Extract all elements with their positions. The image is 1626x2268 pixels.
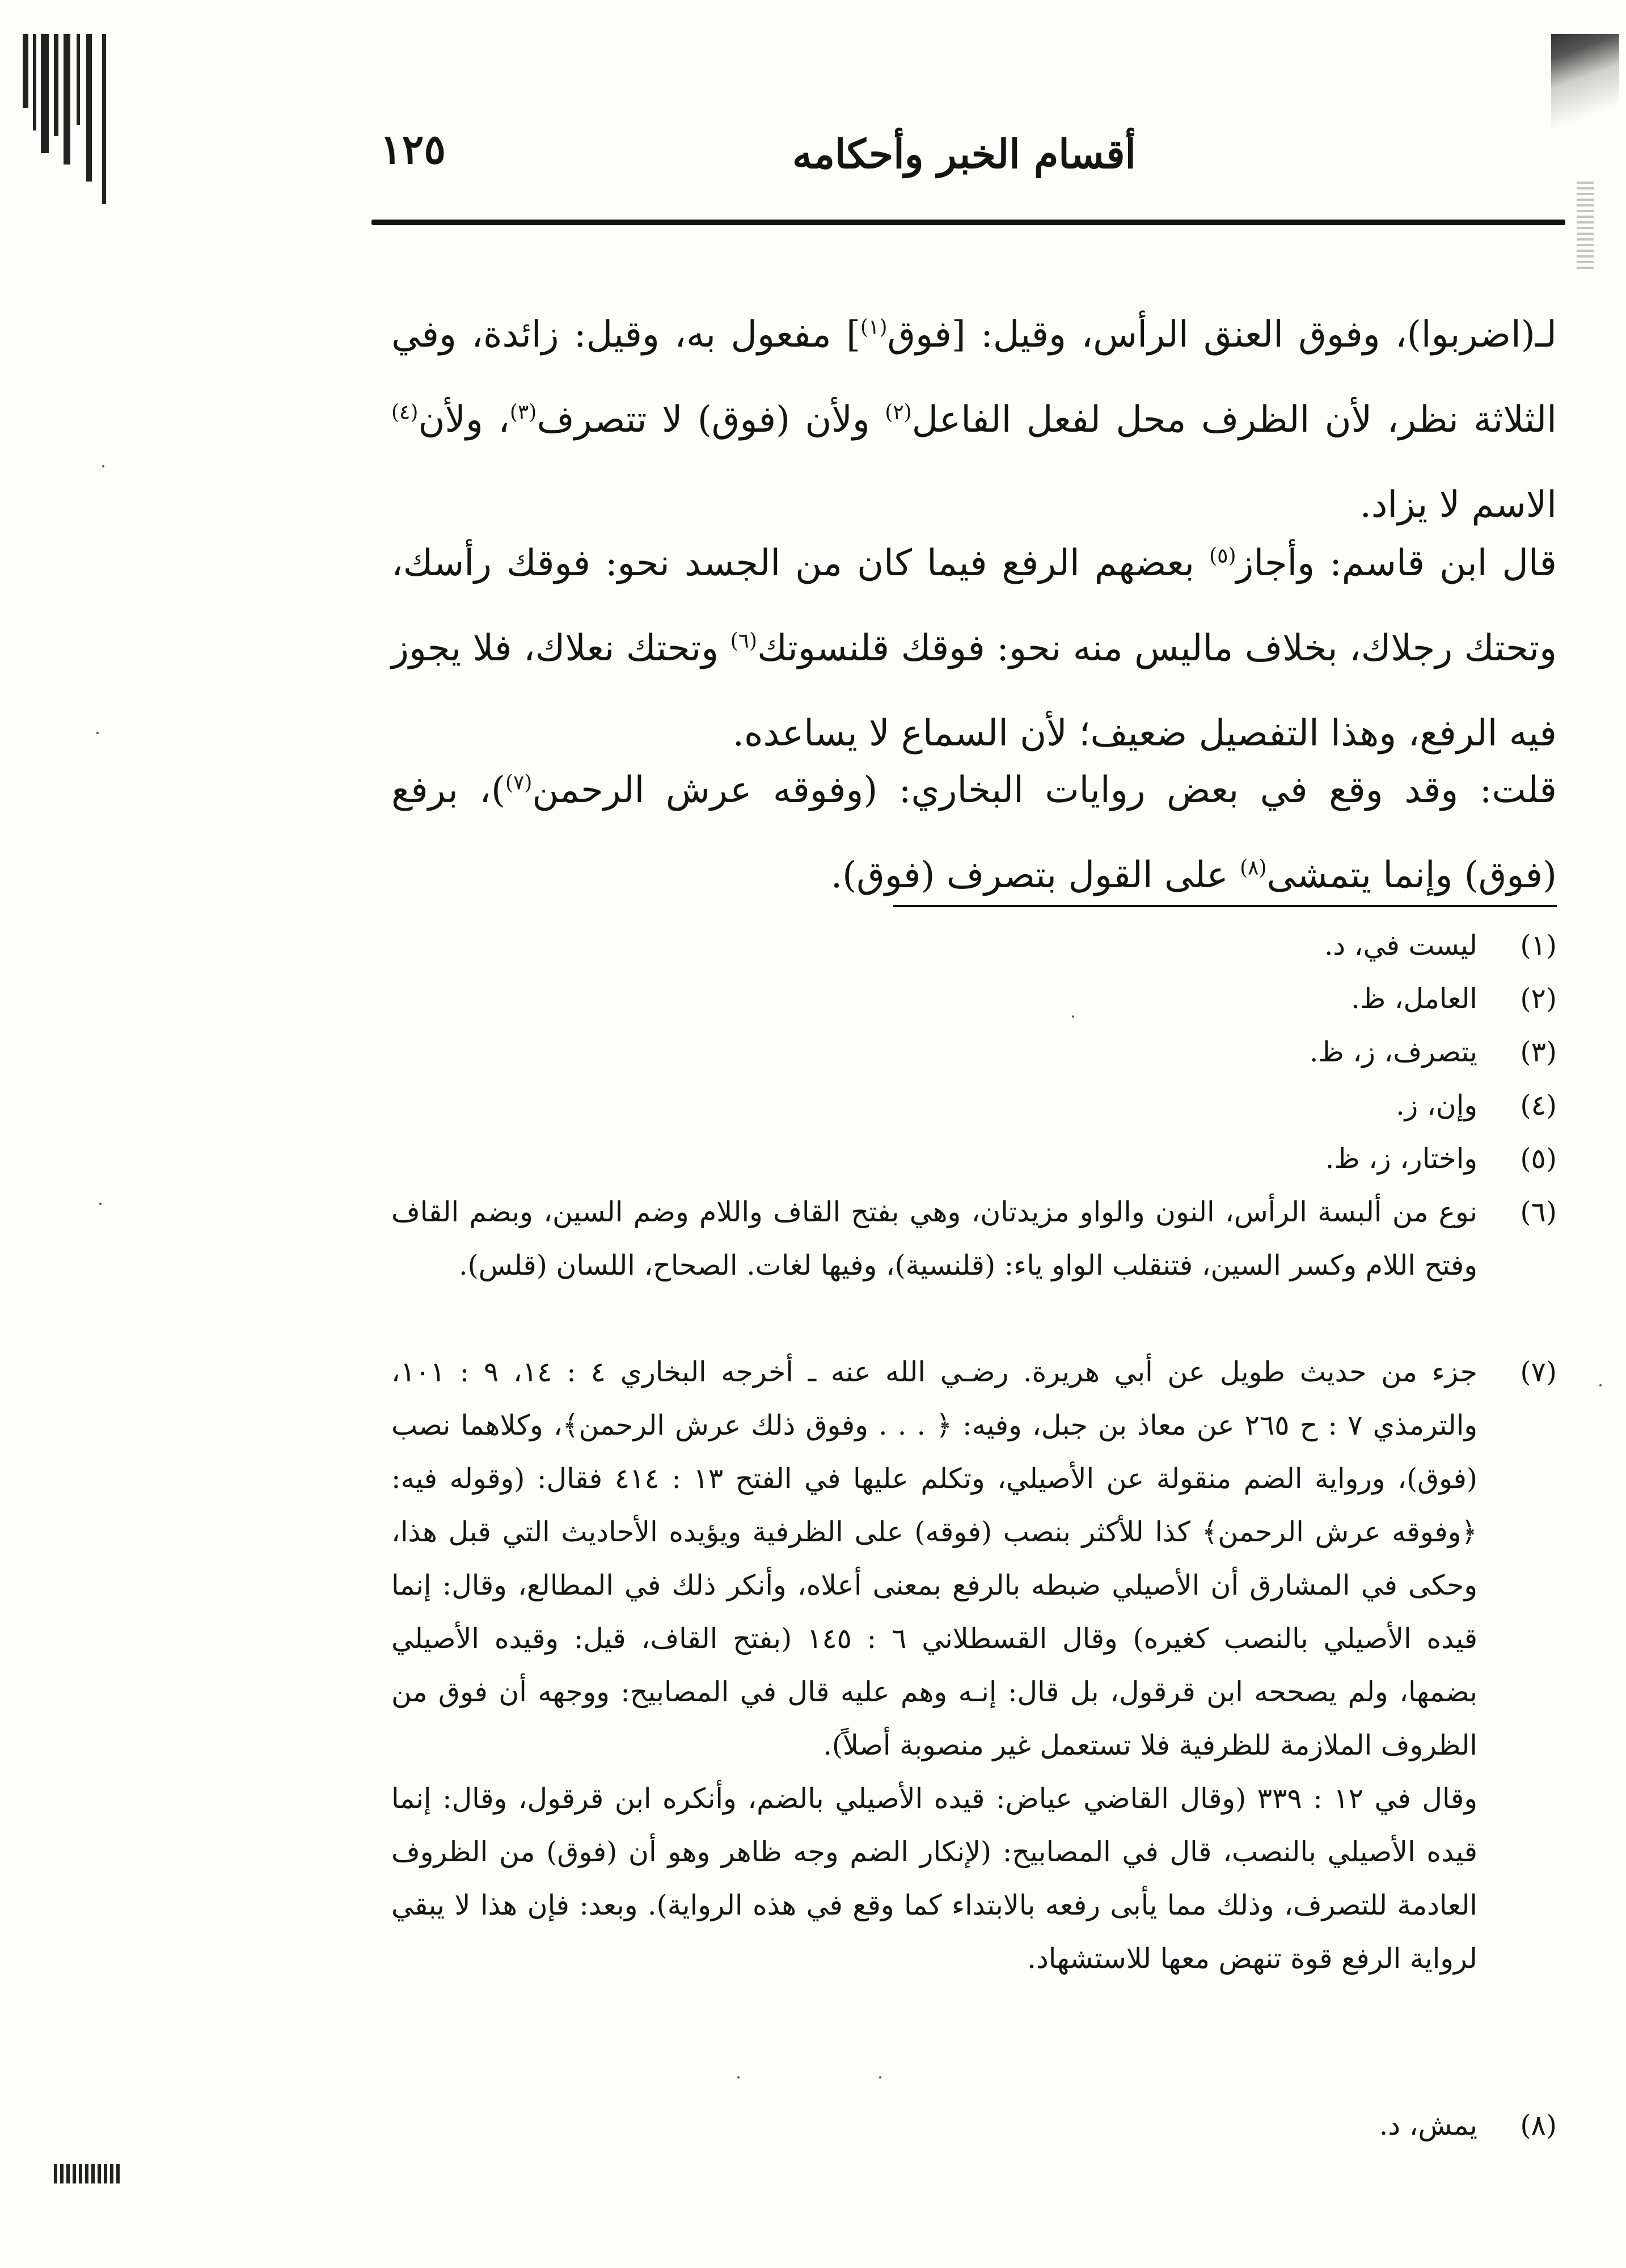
footnote-6: [391, 1186, 1557, 1292]
page-number: ١٢٥: [380, 125, 446, 173]
body-paragraph-1: لـ(اضربوا)، وفوق العنق الرأس، وقيل: [فوق$^{(١)}$] مفعول به، وقيل: زائدة، وفي الثلاثة نظر، لأن الظرف محل لفعل الفاعل$^{(٢)}$ ولأن (فوق) لا تتصرف$^{(٣)}$، ولأن$^{(٤)}$ الاسم لا يزاد.: [391, 314, 1557, 526]
footnote-ref-6: (٦): [730, 629, 758, 653]
footnote-1: [391, 919, 1557, 972]
scan-dust: [99, 1203, 102, 1205]
footnote-3: [391, 1026, 1557, 1079]
footnote-ref-8: (٨): [1240, 856, 1267, 880]
footnote-separator: [893, 905, 1557, 907]
scan-dust: [737, 2076, 740, 2079]
footnote-ref-7: (٧): [505, 771, 533, 795]
footnote-5: [391, 1132, 1557, 1186]
footnote-ref-3: (٣): [509, 401, 537, 424]
footnote-7: [391, 1346, 1557, 1985]
footnote-number: (٣): [1520, 1036, 1557, 1068]
scan-dust: [1599, 1384, 1602, 1386]
footnote-number: (٧): [1520, 1356, 1557, 1388]
footnote-4: [391, 1079, 1557, 1132]
footnote-number: (٨): [1520, 2109, 1557, 2141]
footnote-text: واختار، ز، ظ.: [1325, 1143, 1477, 1175]
footnote-number: (٢): [1520, 983, 1557, 1015]
body-paragraph-3: قلت: وقد وقع في بعض روايات البخاري: (وفوقه عرش الرحمن$^{(٧)}$)، برفع (فوق) وإنما يتمشى$^{(٨)}$ على القول بتصرف (فوق).: [391, 769, 1557, 896]
footnote-text: جزء من حديث طويل عن أبي هريرة. رضـي الله عنه ـ أخرجه البخاري ٤ : ١٤، ٩ : ١٠١، والترمذي ٧ : ح ٢٦٥ عن معاذ بن جبل، وفيه: ﴿ . . . وفوق ذلك عرش الرحمن﴾، وكلاهما نصب (فوق)، ورواية الضم منقولة عن الأصيلي، وتكلم عليها في الفتح ١٣ : ٤١٤ فقال: (وقوله فيه: ﴿وفوقه عرش الرحمن﴾ كذا للأكثر بنصب (فوقه) على الظرفية ويؤيده الأحاديث التي قبل هذا، وحكى في المشارق أن الأصيلي ضبطه بالرفع بمعنى أعلاه، وأنكر ذلك في المطالع، وقال: إنما قيده الأصيلي بالنصب كغيره) وقال القسطلاني ٦ : ١٤٥ (بفتح القاف، قيل: وقيده الأصيلي بضمها، ولم يصححه ابن قرقول، بل قال: إنـه وهم عليه قال في المصابيح: ووجهه أن فوق من الظروف الملازمة للظرفية فلا تستعمل غير منصوبة أصلاً).: [391, 1356, 1477, 1761]
scan-edge-left: [23, 34, 119, 216]
footnote-text: نوع من ألبسة الرأس، النون والواو مزيدتان، وهي بفتح القاف واللام وضم السين، وبضم القاف وفتح اللام وكسر السين، فتنقلب الواو ياء: (قلنسية)، وفيها لغات. الصحاح، اللسان (قلس).: [391, 1196, 1477, 1281]
footnote-ref-5: (٥): [1209, 544, 1236, 568]
footnote-text: ليست في، د.: [1324, 929, 1477, 962]
scan-dust: [96, 732, 99, 734]
footnote-ref-2: (٢): [885, 401, 912, 424]
footnote-ref-1: (١): [860, 315, 888, 339]
footnote-text: يمش، د.: [1379, 2109, 1477, 2141]
footnote-text: وإن، ز.: [1396, 1089, 1477, 1122]
footnote-2: [391, 972, 1557, 1026]
footnote-number: (٦): [1520, 1196, 1557, 1228]
body-paragraph-2: قال ابن قاسم: وأجاز$^{(٥)}$ بعضهم الرفع فيما كان من الجسد نحو: فوقك رأسك، وتحتك رجلاك، بخلاف ماليس منه نحو: فوقك قلنسوتك$^{(٦)}$ وتحتك نعلاك، فلا يجوز فيه الرفع، وهذا التفصيل ضعيف؛ لأن السماع لا يساعده.: [391, 542, 1557, 754]
scan-mark-bottom-left: [54, 2164, 122, 2183]
scan-edge-top-right: [1551, 34, 1619, 147]
footnote-8: [391, 2099, 1557, 2152]
footnote-text: يتصرف، ز، ظ.: [1309, 1036, 1477, 1068]
scan-dust: [879, 2076, 881, 2079]
footnote-number: (١): [1520, 929, 1557, 962]
header-rule: [371, 220, 1565, 225]
footnote-text: العامل، ظ.: [1351, 983, 1477, 1015]
running-title: أقسام الخبر وأحكامه: [792, 130, 1136, 178]
footnote-number: (٤): [1520, 1089, 1557, 1122]
footnote-number: (٥): [1520, 1143, 1557, 1175]
scan-edge-right: [1577, 182, 1594, 272]
scan-dust: [102, 465, 104, 467]
footnote-ref-4: (٤): [391, 401, 419, 424]
footnote-text-continued: وقال في ١٢ : ٣٣٩ (وقال القاضي عياض: قيده الأصيلي بالضم، وأنكره ابن قرقول، وقال: إنما قيده الأصيلي بالنصب، قال في المصابيح: (لإنكار الضم وجه ظاهر وهو أن (فوق) من الظروف العادمة للتصرف، وذلك مما يأبى رفعه بالابتداء كما وقع في هذه الرواية). وبعد: فإن هذا لا يبقي لرواية الرفع قوة تنهض معها للاستشهاد.: [391, 1782, 1477, 1975]
